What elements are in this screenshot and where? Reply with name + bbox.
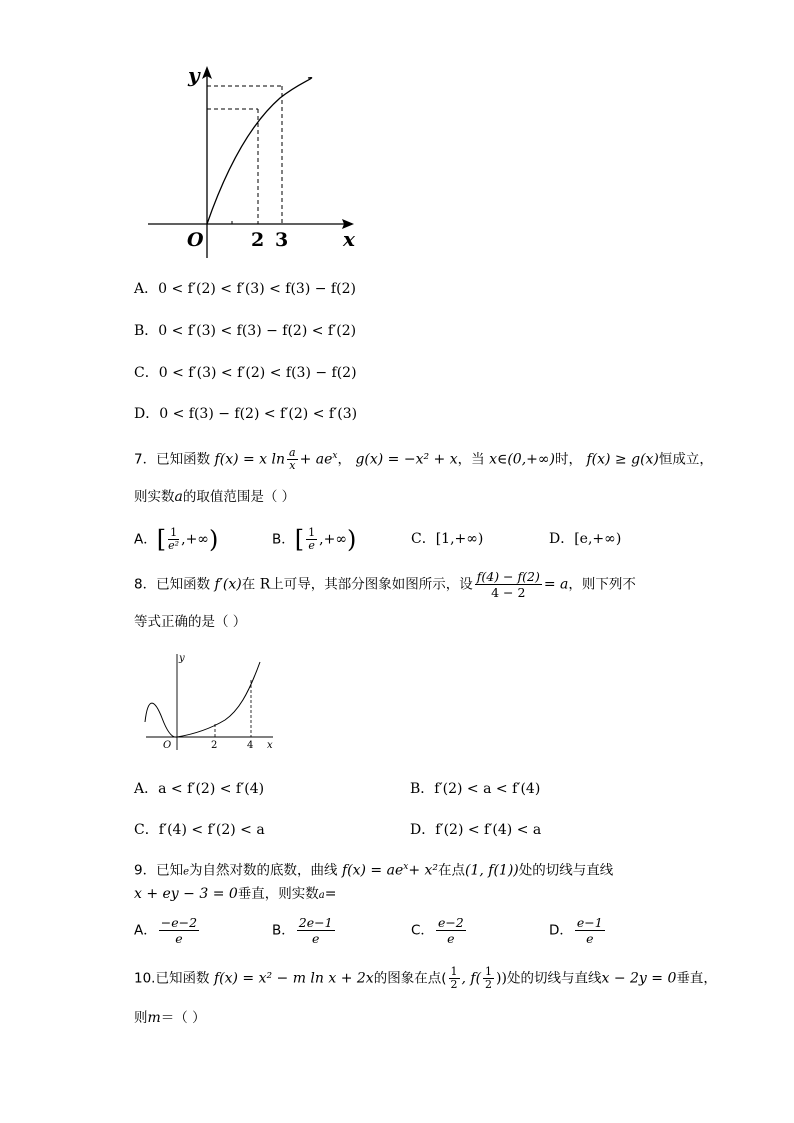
figure-2-graph [140,650,280,755]
figure-2-origin-label: O [163,740,172,751]
q7-option-a-label: A． [134,531,157,548]
q7-f-def-left: f(x) = x ln [214,451,286,468]
figure-1-y-label: y [188,63,200,87]
q7-option-a[interactable]: A．[ $\frac{1}{\text{e²}}$ ,+∞) [134,525,219,554]
q10-text-1: 已知函数 [155,970,210,987]
q7-text-2: ，当 [457,451,485,468]
q8-text-2: 在 [241,576,256,593]
q8-stem-line-1 [134,569,636,600]
q9-line-text: 垂直，则实数 [237,886,319,902]
q9-option-b[interactable] [272,915,337,946]
q9-point: (1, f(1)) [465,862,519,879]
figure-2-tick-4: 4 [247,740,254,751]
q7-f-frac [287,447,298,472]
q7-text-4: 恒成立， [658,451,713,468]
q9-option-a[interactable] [134,915,201,946]
q9-option-c-num: e−2 [437,915,464,930]
q7-option-a-num: 1 [170,526,178,539]
q8-text-3: 上可导，其部分图象如图所示，设 [270,576,473,593]
q9-option-b-frac [297,915,335,946]
q8-eq: = a [543,576,569,593]
q7-sep-1: ， [337,451,351,468]
q7-g-def: g(x) = −x² + x [355,451,458,468]
q7-text-1: 已知函数 [156,451,211,468]
q10-fn: f(x) = x² − m ln x + 2x [213,970,374,987]
q10-text-2: 的图象在点( [373,970,447,987]
q8-frac-den: 4 − 2 [491,585,526,600]
q7-option-b-num: 1 [308,526,316,539]
q9-option-c-label: C． [411,922,434,939]
q6-option-b[interactable]: B．0 < f′(3) < f(3) − f(2) < f′(2) [134,323,357,339]
q9-text-1: 已知 [156,862,184,879]
q8-option-c[interactable]: C．f′(4) < f′(2) < a [134,822,265,838]
q7-line2-a: 则实数 [134,489,175,505]
q9-option-d[interactable] [549,915,607,946]
figure-2-x-label: x [267,740,273,751]
q10-p-mid: , f( [461,970,482,987]
q9-option-d-frac [575,915,605,946]
q8-text-1: 已知函数 [156,576,211,593]
q8-frac-num: f(4) − f(2) [476,569,540,584]
q10-stem-line-1 [134,966,717,991]
q9-text-2: 为自然对数的底数，曲线 [189,862,338,879]
q6-option-c[interactable]: C．0 < f′(3) < f′(2) < f(3) − f(2) [134,365,357,381]
q7-stem-line-1 [134,446,713,472]
q9-curve: f(x) = ae [341,862,404,879]
q7-f-exp: x [332,451,338,461]
q10-point-frac-1 [449,966,460,991]
q10-line2-a: 则 [134,1010,148,1026]
q9-e: e [183,866,190,878]
q10-number: 10. [134,970,156,987]
q7-option-b-tail: ,+∞ [319,531,347,548]
q10-text-4: 垂直， [676,970,717,987]
q9-option-c-den: e [447,931,455,946]
q8-R: R [259,576,271,593]
q8-option-d[interactable]: D．f′(2) < f′(4) < a [410,822,542,838]
q7-option-a-den: e² [168,539,180,552]
q10-stem-line-2 [134,1008,206,1028]
q7-f-frac-num: a [289,446,296,460]
q9-var-a: a [318,890,325,901]
q9-option-c[interactable] [411,915,468,946]
figure-1-graph [140,58,370,268]
q8-fn: f′(x) [214,576,242,593]
q7-option-b[interactable]: B．[ $\frac{1}{e}$ ,+∞) [272,525,357,554]
q10-var-m: m [147,1010,161,1026]
q7-option-d[interactable]: D．[e,+∞) [549,531,622,547]
q10-p-den: 2 [450,978,458,991]
q9-option-a-num: −e−2 [160,915,198,930]
q9-number: 9． [134,862,157,879]
q8-option-b[interactable]: B．f′(2) < a < f′(4) [410,781,541,797]
q8-option-a[interactable]: A．a < f′(2) < f′(4) [134,781,265,797]
q9-text-3: 在点 [438,862,466,879]
q6-option-a[interactable]: A．0 < f′(2) < f′(3) < f(3) − f(2) [134,281,356,297]
q7-f-frac-den: x [289,459,296,473]
q7-option-b-label: B． [272,531,295,548]
q9-option-d-den: e [586,931,594,946]
q9-option-a-den: e [175,931,183,946]
q8-number: 8． [134,576,157,593]
q7-option-b-frac [306,527,317,552]
q9-option-a-frac [159,915,199,946]
q6-option-d[interactable]: D．0 < f(3) − f(2) < f′(2) < f′(3) [134,406,358,422]
figure-1-curve [207,78,312,224]
q7-option-a-tail: ,+∞ [181,531,209,548]
figure-2-curve [145,662,260,737]
q9-text-4: 处的切线与直线 [518,862,614,879]
figure-2-tick-2: 2 [211,740,218,751]
q10-text-3: 处的切线与直线 [506,970,602,987]
q10-line: x − 2y = 0 [601,970,677,987]
q9-option-d-num: e−1 [576,915,603,930]
q9-option-b-label: B． [272,922,295,939]
q7-inequality: f(x) ≥ g(x) [586,451,659,468]
q9-curve-exp: x [403,862,409,872]
q9-stem-line-2 [134,884,337,906]
q9-option-c-frac [436,915,466,946]
figure-2-y-label: y [179,653,185,664]
q9-option-d-label: D． [549,922,573,939]
q9-curve-tail: + x² [408,862,439,879]
q7-domain: x∈(0,+∞) [489,451,556,468]
q7-number: 7． [134,451,157,468]
q9-stem-line-1 [134,857,613,883]
q8-text-4: ，则下列不 [568,576,636,593]
q7-stem-line-2 [134,487,295,507]
q7-line2-b: 的取值范围是（ ） [182,489,296,505]
figure-1-tick-3: 3 [275,229,289,251]
q10-p-end: )) [496,970,507,987]
q9-eq: = [324,886,337,902]
q8-frac [475,569,542,600]
q10-p2-den: 2 [485,978,493,991]
q9-option-a-label: A． [134,922,157,939]
q7-f-def-right: + ae [299,451,333,468]
q9-option-b-den: e [311,931,320,946]
q7-option-c[interactable]: C．[1,+∞) [411,531,484,547]
q10-point-frac-2 [483,966,494,991]
q10-line2-b: ＝（ ） [160,1010,206,1026]
q7-option-b-den: e [308,539,315,552]
q9-option-b-num: 2e−1 [298,915,333,930]
q10-p2-num: 1 [485,965,493,978]
q7-option-a-frac [168,527,179,552]
figure-1-x-label: x [343,227,355,251]
figure-1-tick-2: 2 [251,229,265,251]
q7-var-a: a [174,489,183,505]
figure-1-origin-label: O [187,229,204,251]
q8-stem-line-2: 等式正确的是（ ） [134,614,247,630]
q10-p-num: 1 [450,965,458,978]
q7-text-3: 时， [555,451,583,468]
q9-line-eq: x + ey − 3 = 0 [134,886,238,902]
